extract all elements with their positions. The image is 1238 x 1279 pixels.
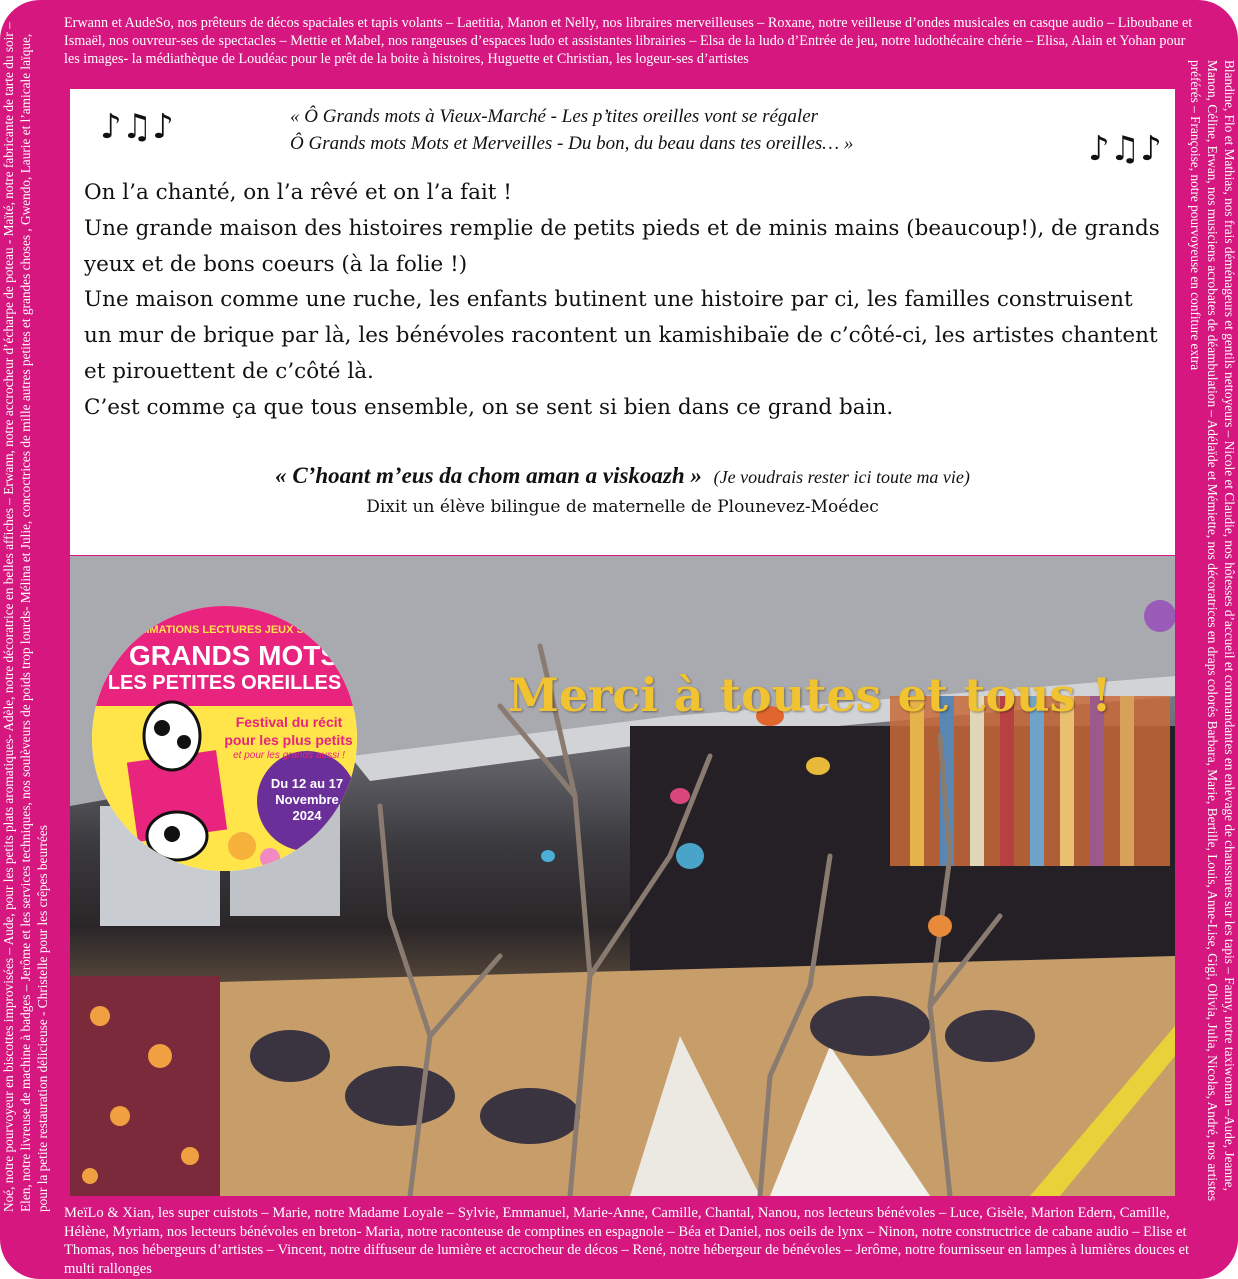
breton-quote-text: « C’hoant m’eus da chom aman a viskoazh » [275,463,702,488]
badge-dates-line-3: 2024 [292,808,322,823]
badge-subtitle-line-3: et pour les grands aussi ! [233,750,345,761]
badge-subtitle-line-2: pour les plus petits [224,732,353,748]
quote-translation: (Je voudrais rester ici toute ma vie) [713,467,970,487]
thank-you-heading: Merci à toutes et tous ! [508,668,1112,722]
song-line-1: « Ô Grands mots à Vieux-Marché - Les p’tites oreilles vont se régaler [290,106,819,127]
thanks-text-bottom: MeïLo & Xian, les super cuistots – Marie, notre Madame Loyale – Sylvie, Emmanuel, Marie-Anne, Camille, Chantal, Nanou, nos lecteurs bénévoles – Luce, Gisèle, Marion Edern, Camille, Hélène, Myriam, nos lecteurs bénévoles en breton- Maria, notre raconteuse de comptines en espagnole – Béa et Daniel, nos oeils de lynx – Ninon, notre constructrice de cabane audio – Elise et Thomas, nos hébergeurs d’artistes – Vincent, notre diffuseur de lumière et accrocheur de décos – René, notre hébergeur de bénévoles – Jerôme, notre fournisseur en lampes à lumières douces et multi rallonges [64,1205,1190,1277]
badge-dates-line-1: Du 12 au 17 [270,776,344,791]
song-line-2: Ô Grands mots Mots et Merveilles - Du bon, du beau dans tes oreilles… » [290,133,854,154]
music-notes-icon: ♪♫♪ [1088,129,1162,169]
badge-subtitle-line-1: Festival du récit [235,714,343,730]
thanks-text-left: Noé, notre pourvoyeur en biscottes improvisées – Aude, pour les petits plats aromatiques- Adèle, notre décoratrice en belles affiches – Erwann, notre accrocheur d’écharpe de poteau - Maïté, notre fabricante de tarte du soir – Elen, notre livreuse de machine à badges – Jerôme et les services techniques, nos soulèveurs de poids trop lourds- Mélina et Julie, concoctrices de mille autres petites et grandes choses , Gwendo, Laurie et l’amicale laïque, pour la petite restauration délicieuse - Christelle pour les crêpes beurrées [1,22,50,1212]
badge-dates [257,776,357,824]
message-body [84,175,1164,426]
body-line-4: C’est comme ça que tous ensemble, on se sent si bien dans ce grand bain. [84,394,894,420]
badge-dates-line-2: Novembre [275,792,339,807]
thanks-text-right: Blandine, Flo et Mathias, nos frais déménageurs et gentils nettoyeurs – Nicole et Claudie, nos hôtesses d’accueil et commandantes en enlevage de chaussures sur les tapis – Fanny, notre taxiwoman –Aude, Jeanne, Manon, Céline, Erwan, nos musiciens acrobates de déambulation – Adélaïde et Mémiette, nos décoratrices en draps colorés Barbara, Marie, Bertille, Louis, Anne-Lise, Gigi, Olivia, Julia, Nicolas, André, nos artistes préférés – Françoise, notre pourvoyeuse en confiture extra [1188,60,1237,1201]
message-panel [70,89,1175,555]
badge-title-line-2: LES PETITES OREILLES [107,672,342,694]
song-lyrics [290,103,990,157]
music-notes-icon: ♪♫♪ [100,107,174,147]
thanks-text-top: Erwann et AudeSo, nos prêteurs de décos spaciales et tapis volants – Laetitia, Manon et Nelly, nos libraires merveilleuses – Roxane, notre veilleuse d’ondes musicales en casque audio – Liboubane et Ismaël, nos ouvreur-ses de spectacles – Mettie et Mabel, nos rangeuses d’espaces ludo et assistantes librairies – Elsa de la ludo d’Entrée de jeu, notre ludothécaire chérie – Elisa, Alain et Yohan pour les images- la médiathèque de Loudéac pour le prêt de la boite à histoires, Huguette et Christian, les logeur-ses d’artistes [64,15,1193,67]
badge-top-strip: ANIMATIONS LECTURES JEUX SPE [130,624,319,636]
festival-photo [70,556,1175,1196]
body-line-2: Une grande maison des histoires remplie de petits pieds et de minis mains (beaucoup!), de grands yeux et de bons coeurs (à la folie !) [84,215,1160,277]
body-line-1: On l’a chanté, on l’a rêvé et on l’a fait ! [84,180,512,205]
festival-badge [92,606,357,871]
badge-title-line-1: GRANDS MOTS [129,640,339,671]
breton-quote [70,463,1175,489]
body-line-3: Une maison comme une ruche, les enfants butinent une histoire par ci, les familles construisent un mur de brique par là, les bénévoles racontent un kamishibaïe de c’côté-ci, les artistes chantent et pirouettent de c’côté là. [84,287,1158,384]
quote-attribution: Dixit un élève bilingue de maternelle de Plounevez-Moédec [366,497,879,517]
